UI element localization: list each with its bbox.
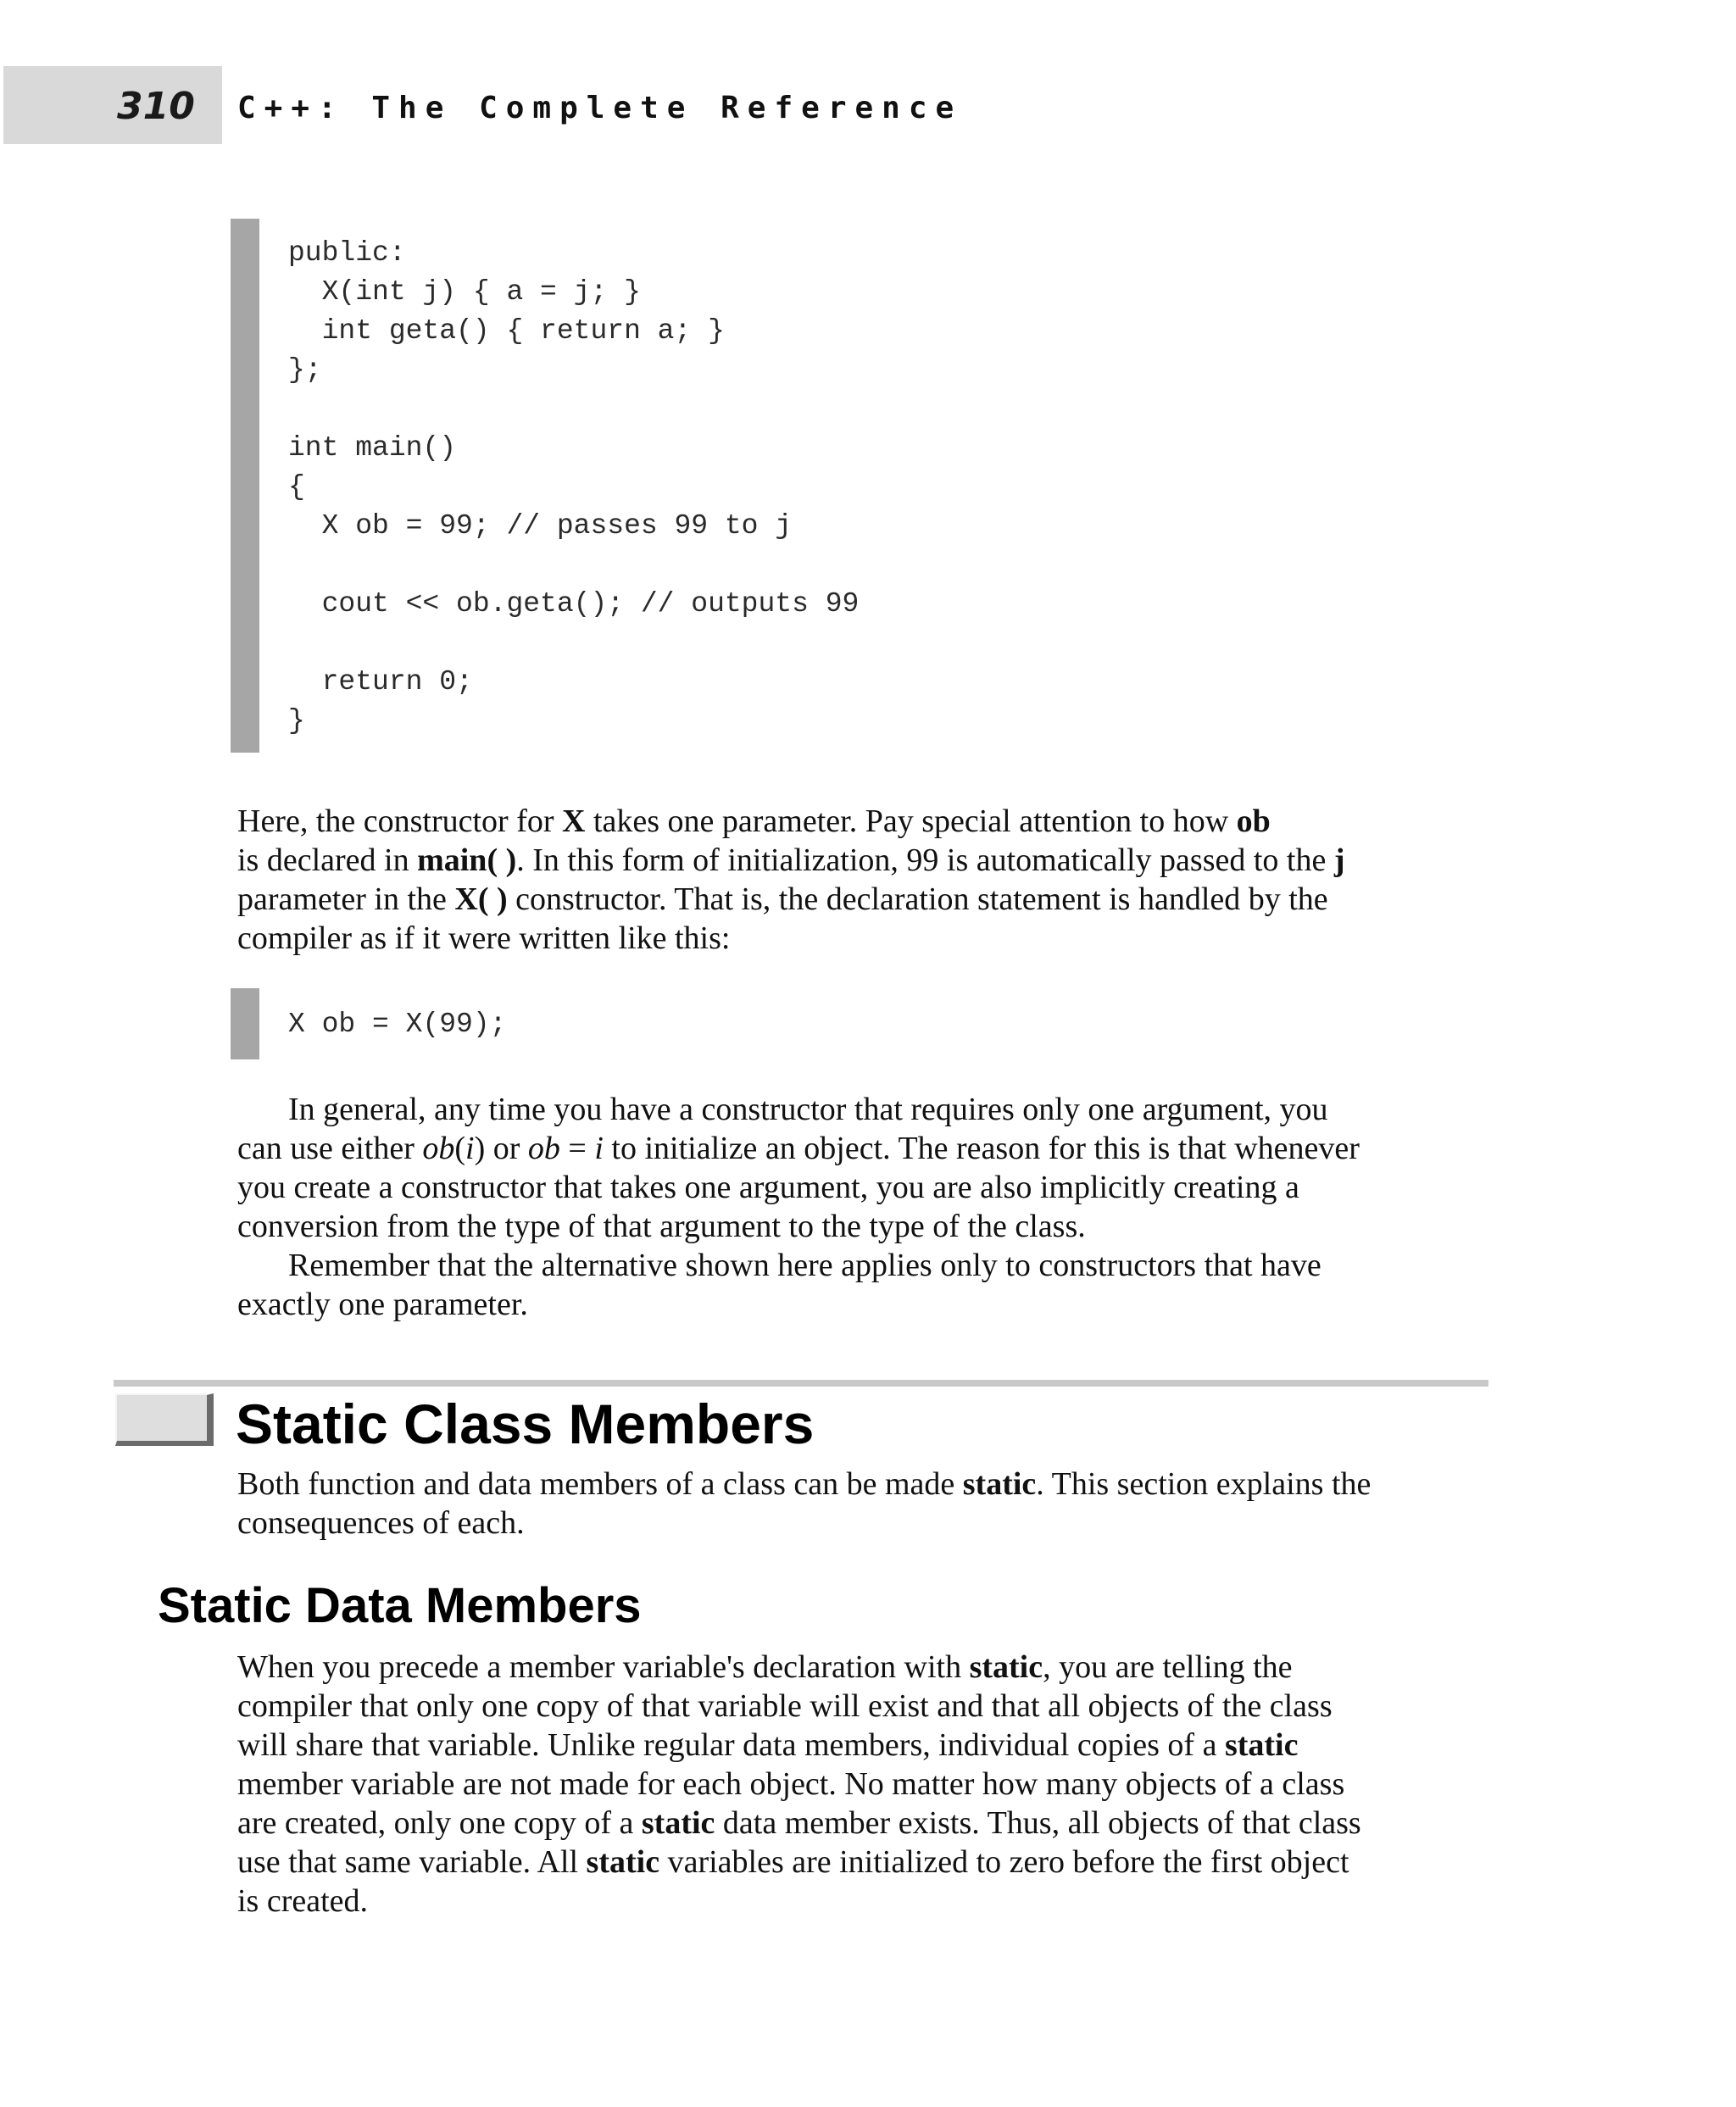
- text-line: is declared in main( ). In this form of initialization, 99 is automatically passed to the j: [237, 842, 1345, 878]
- paragraph-static-data: [237, 1648, 1492, 1921]
- text-line: compiler that only one copy of that variable will exist and that all objects of the class: [237, 1688, 1333, 1724]
- paragraph-static-intro: [237, 1465, 1492, 1543]
- text-line: exactly one parameter.: [237, 1287, 528, 1322]
- code-block-bar: [231, 988, 259, 1059]
- text-line: will share that variable. Unlike regular data members, individual copies of a static: [237, 1727, 1299, 1763]
- text-line: are created, only one copy of a static data member exists. Thus, all objects of that class: [237, 1805, 1361, 1841]
- text-line: consequences of each.: [237, 1505, 525, 1541]
- paragraph-constructor: [237, 802, 1492, 958]
- paragraph-general: [237, 1090, 1492, 1324]
- text-line: member variable are not made for each object. No matter how many objects of a class: [237, 1766, 1345, 1802]
- section-heading: Static Class Members: [236, 1393, 815, 1455]
- code-block: X ob = X(99);: [288, 1009, 507, 1040]
- text-line: parameter in the X( ) constructor. That is, the declaration statement is handled by the: [237, 881, 1328, 917]
- text-line: In general, any time you have a constructor that requires only one argument, you: [288, 1092, 1328, 1127]
- code-block-bar: [231, 219, 259, 753]
- code-block: public: X(int j) { a = j; } int geta() { return a; } }; int main() { X ob = 99; // passes 99 to j cout << ob.geta(); // outputs 99 return 0; }: [288, 237, 860, 737]
- text-line: conversion from the type of that argument to the type of the class.: [237, 1209, 1086, 1244]
- section-rule: [114, 1380, 1488, 1387]
- text-line: Remember that the alternative shown here applies only to constructors that have: [288, 1248, 1321, 1283]
- text-line: use that same variable. All static variables are initialized to zero before the first object: [237, 1844, 1349, 1880]
- text-line: compiler as if it were written like this:: [237, 920, 731, 956]
- section-marker-box: [115, 1393, 214, 1446]
- text-line: Here, the constructor for X takes one parameter. Pay special attention to how ob: [237, 803, 1271, 839]
- running-title: C++: The Complete Reference: [237, 91, 963, 125]
- text-line: When you precede a member variable's declaration with static, you are telling the: [237, 1649, 1293, 1685]
- text-line: you create a constructor that takes one argument, you are also implicitly creating a: [237, 1170, 1299, 1205]
- page-number: 310: [117, 85, 195, 128]
- subsection-heading: Static Data Members: [158, 1578, 642, 1633]
- text-line: Both function and data members of a class can be made static. This section explains the: [237, 1466, 1372, 1502]
- text-line: is created.: [237, 1883, 369, 1919]
- text-line: can use either ob(i) or ob = i to initialize an object. The reason for this is that whenever: [237, 1131, 1360, 1166]
